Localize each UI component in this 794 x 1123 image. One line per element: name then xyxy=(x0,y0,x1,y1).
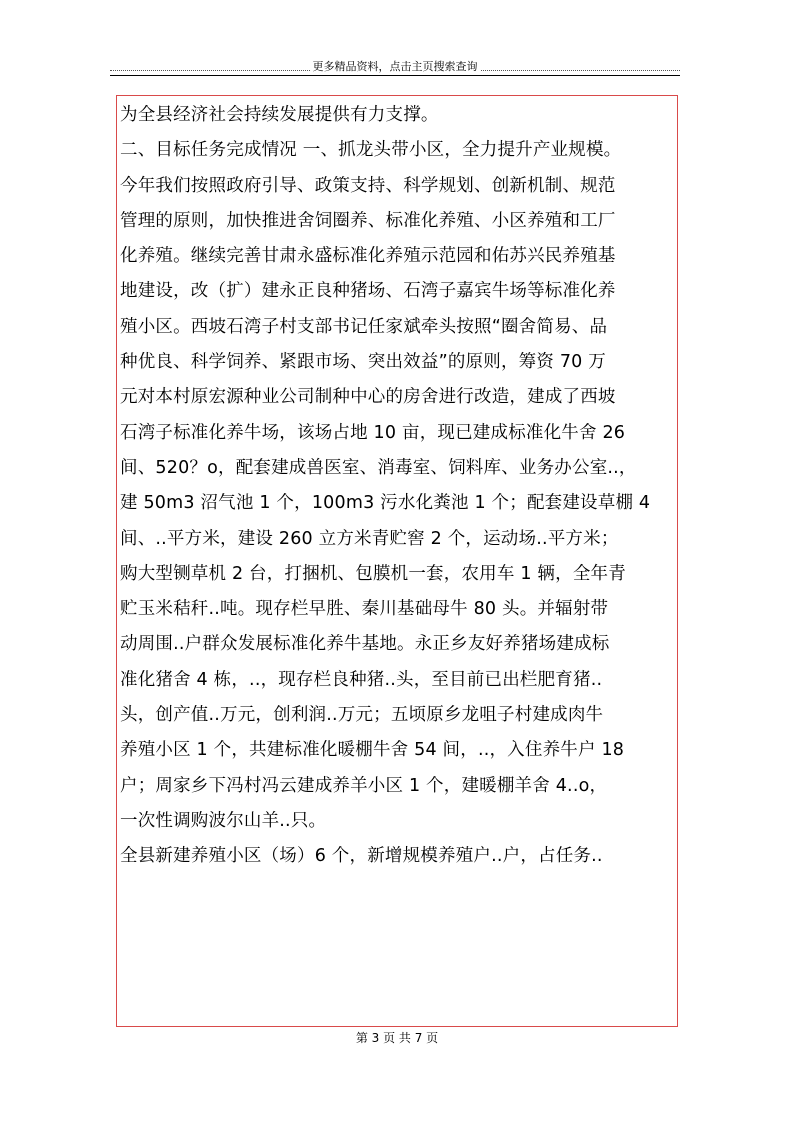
text-line: 动周围..户群众发展标准化养牛基地。永正乡友好养猪场建成标 xyxy=(120,634,610,655)
body-text xyxy=(120,98,684,875)
page-number: 第 3 页 共 7 页 xyxy=(355,1031,439,1045)
text-line: 今年我们按照政府引导、政策支持、科学规划、创新机制、规范 xyxy=(120,175,616,196)
page-header xyxy=(110,58,680,76)
text-line: 养殖小区 1 个，共建标准化暖棚牛舍 54 间，..，入住养牛户 18 xyxy=(120,740,625,761)
text-line: 一次性调购波尔山羊..只。 xyxy=(120,810,327,831)
header-text: 更多精品资料，点击主页搜索查询 xyxy=(312,60,478,73)
text-line: 全县新建养殖小区（场）6 个，新增规模养殖户..户，占任务.. xyxy=(120,846,603,867)
text-line: 石湾子标准化养牛场，该场占地 10 亩，现已建成标准化牛舍 26 xyxy=(120,422,626,443)
text-line: 间、..平方米，建设 260 立方米青贮窖 2 个，运动场..平方米； xyxy=(120,528,619,549)
text-line: 准化猪舍 4 栋，..，现存栏良种猪..头，至目前已出栏肥育猪.. xyxy=(120,669,603,690)
text-line: 地建设，改（扩）建永正良种猪场、石湾子嘉宾牛场等标准化养 xyxy=(120,281,616,302)
text-line: 建 50m3 沼气池 1 个，100m3 污水化粪池 1 个；配套建设草棚 4 xyxy=(120,493,651,514)
text-line: 种优良、科学饲养、紧跟市场、突出效益”的原则，筹资 70 万 xyxy=(120,352,606,373)
text-line: 贮玉米秸秆..吨。现存栏早胜、秦川基础母牛 80 头。并辐射带 xyxy=(120,599,609,620)
text-line: 户；周家乡下冯村冯云建成养羊小区 1 个，建暖棚羊舍 4..o， xyxy=(120,775,608,796)
page-footer xyxy=(0,1030,794,1046)
text-line: 管理的原则，加快推进舍饲圈养、标准化养殖、小区养殖和工厂 xyxy=(120,210,616,231)
header-rule xyxy=(110,75,680,76)
text-line: 二、目标任务完成情况 一、抓龙头带小区，全力提升产业规模。 xyxy=(120,140,622,161)
text-line: 间、520？o，配套建成兽医室、消毒室、饲料库、业务办公室..， xyxy=(120,457,637,478)
text-line: 购大型铡草机 2 台，打捆机、包膜机一套，农用车 1 辆，全年青 xyxy=(120,563,626,584)
text-line: 为全县经济社会持续发展提供有力支撑。 xyxy=(120,105,439,125)
text-line: 化养殖。继续完善甘肃永盛标准化养殖示范园和佑苏兴民养殖基 xyxy=(120,246,616,267)
text-line: 元对本村原宏源种业公司制种中心的房舍进行改造，建成了西坡 xyxy=(120,387,616,408)
text-line: 殖小区。西坡石湾子村支部书记任家斌牵头按照“圈舍简易、品 xyxy=(120,316,608,337)
text-line: 头，创产值..万元，创利润..万元；五顷原乡龙咀子村建成肉牛 xyxy=(120,705,604,726)
